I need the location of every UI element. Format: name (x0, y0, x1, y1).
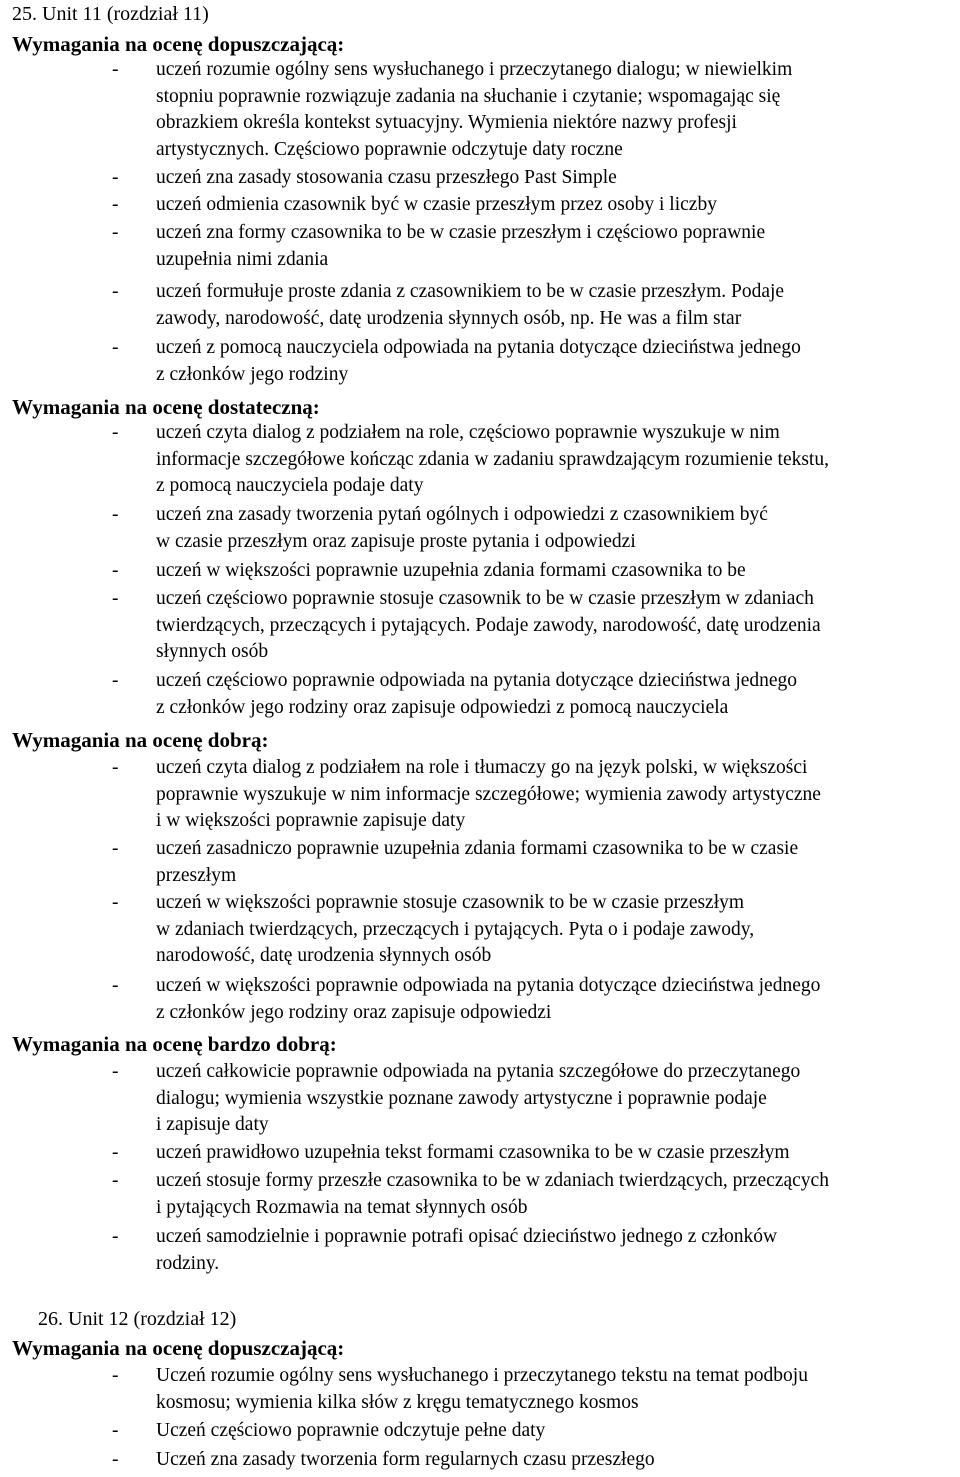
item-text: Uczeń częściowo poprawnie odczytuje pełne daty (156, 1420, 546, 1441)
item-text: uczeń z pomocą nauczyciela odpowiada na pytania dotyczące dzieciństwa jednego z członków jego rodziny (156, 337, 801, 385)
dash-marker: - (112, 1061, 119, 1082)
dash-marker: - (112, 1170, 119, 1191)
item-text: uczeń samodzielnie i poprawnie potrafi opisać dzieciństwo jednego z członków rodziny. (156, 1226, 778, 1274)
section-heading: Wymagania na ocenę dopuszczającą: (12, 32, 345, 56)
item-text: Uczeń rozumie ogólny sens wysłuchanego i przeczytanego tekstu na temat podboju kosmosu; wymienia kilka słów z kręgu tematycznego kosmos (156, 1365, 808, 1413)
item-text: uczeń zasadniczo poprawnie uzupełnia zdania formami czasownika to be w czasie przeszłym (156, 838, 799, 886)
dash-marker: - (112, 422, 119, 443)
dash-marker: - (112, 1142, 119, 1163)
item-text: uczeń w większości poprawnie stosuje czasownik to be w czasie przeszłym w zdaniach twierdzących, przeczących i pytających. Pyta o i podaje zawody, narodowość, datę urodzenia słynnych osób (156, 892, 755, 966)
section-heading: Wymagania na ocenę dobrą: (12, 728, 269, 752)
dash-marker: - (112, 1449, 119, 1470)
dash-marker: - (112, 1226, 119, 1247)
item-text: uczeń całkowicie poprawnie odpowiada na pytania szczegółowe do przeczytanego dialogu; wymienia wszystkie poznane zawody artystyczne i poprawnie podaje i zapisuje daty (156, 1061, 801, 1135)
dash-marker: - (112, 194, 119, 215)
item-text: uczeń czyta dialog z podziałem na role, częściowo poprawnie wyszukuje w nim informacje szczegółowe kończąc zdania w zadaniu sprawdzającym rozumienie tekstu, z pomocą nauczyciela podaje daty (156, 422, 829, 496)
item-text: uczeń w większości poprawnie odpowiada na pytania dotyczące dzieciństwa jednego z członków jego rodziny oraz zapisuje odpowiedzi (156, 975, 821, 1023)
item-text: uczeń stosuje formy przeszłe czasownika to be w zdaniach twierdzących, przeczących i pytających Rozmawia na temat słynnych osób (156, 1170, 829, 1218)
dash-marker: - (112, 281, 119, 302)
dash-marker: - (112, 222, 119, 243)
section-heading: Wymagania na ocenę dopuszczającą: (12, 1336, 345, 1360)
section-heading: Wymagania na ocenę dostateczną: (12, 395, 320, 419)
item-text: uczeń formułuje proste zdania z czasownikiem to be w czasie przeszłym. Podaje zawody, narodowość, datę urodzenia słynnych osób, np. He was a film star (156, 281, 785, 329)
dash-marker: - (112, 588, 119, 609)
dash-marker: - (112, 504, 119, 525)
dash-marker: - (112, 892, 119, 913)
dash-marker: - (112, 975, 119, 996)
item-text: uczeń częściowo poprawnie stosuje czasownik to be w czasie przeszłym w zdaniach twierdzących, przeczących i pytających. Podaje zawody, narodowość, datę urodzenia słynnych osób (156, 588, 821, 662)
item-text: uczeń prawidłowo uzupełnia tekst formami czasownika to be w czasie przeszłym (156, 1142, 790, 1163)
dash-marker: - (112, 337, 119, 358)
dash-marker: - (112, 59, 119, 80)
item-text: uczeń zna formy czasownika to be w czasie przeszłym i częściowo poprawnie uzupełnia nimi zdania (156, 222, 766, 270)
dash-marker: - (112, 670, 119, 691)
section-heading: Wymagania na ocenę bardzo dobrą: (12, 1032, 337, 1056)
dash-marker: - (112, 560, 119, 581)
item-text: uczeń częściowo poprawnie odpowiada na pytania dotyczące dzieciństwa jednego z członków jego rodziny oraz zapisuje odpowiedzi z pomocą nauczyciela (156, 670, 798, 718)
item-text: uczeń rozumie ogólny sens wysłuchanego i przeczytanego dialogu; w niewielkim stopniu poprawnie rozwiązuje zadania na słuchanie i czytanie; wspomagając się obrazkiem określa kontekst sytuacyjny. Wymienia niektóre nazwy profesji artystycznych. Częściowo poprawnie odczytuje daty roczne (156, 59, 793, 160)
dash-marker: - (112, 1365, 119, 1386)
item-text: uczeń w większości poprawnie uzupełnia zdania formami czasownika to be (156, 560, 746, 581)
dash-marker: - (112, 838, 119, 859)
dash-marker: - (112, 167, 119, 188)
dash-marker: - (112, 757, 119, 778)
unit-title: 26. Unit 12 (rozdział 12) (38, 1308, 237, 1330)
dash-marker: - (112, 1420, 119, 1441)
item-text: Uczeń zna zasady tworzenia form regularnych czasu przeszłego (156, 1449, 655, 1470)
item-text: uczeń czyta dialog z podziałem na role i tłumaczy go na język polski, w większości poprawnie wyszukuje w nim informacje szczegółowe; wymienia zawody artystyczne i w większości poprawnie zapisuje daty (156, 757, 821, 831)
item-text: uczeń odmienia czasownik być w czasie przeszłym przez osoby i liczby (156, 194, 717, 215)
item-text: uczeń zna zasady tworzenia pytań ogólnych i odpowiedzi z czasownikiem być w czasie przeszłym oraz zapisuje proste pytania i odpowiedzi (156, 504, 768, 552)
item-text: uczeń zna zasady stosowania czasu przeszłego Past Simple (156, 167, 617, 188)
unit-title: 25. Unit 11 (rozdział 11) (12, 3, 209, 25)
